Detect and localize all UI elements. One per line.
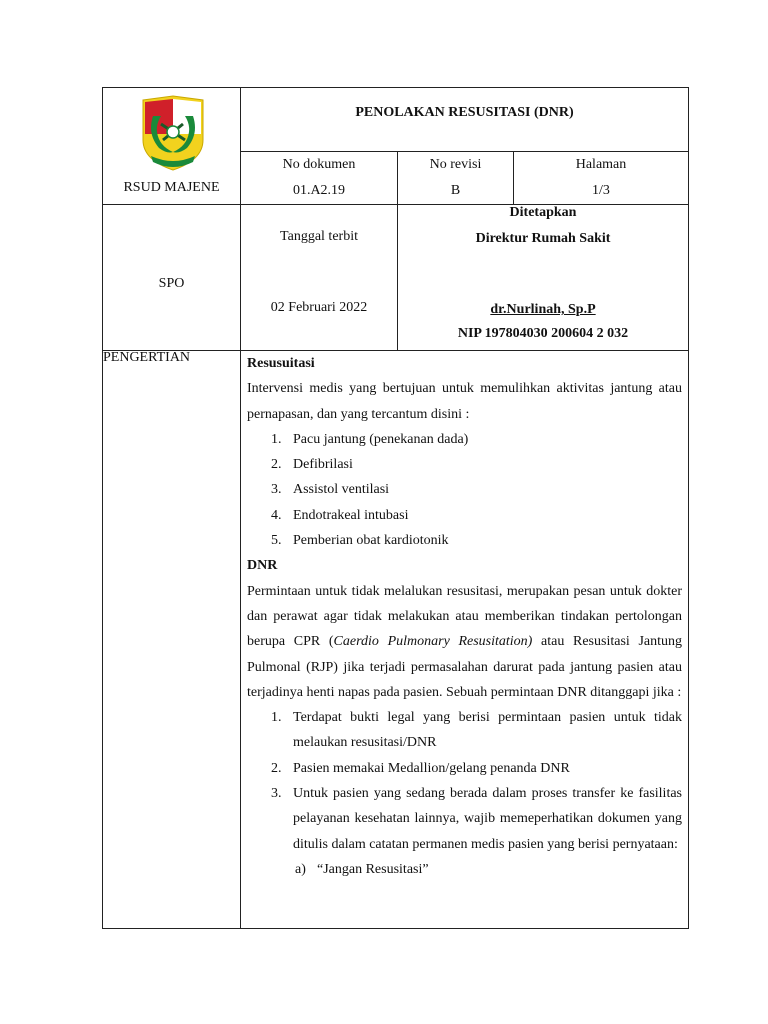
approval-role: Direktur Rumah Sakit bbox=[475, 231, 611, 246]
list-item: 2. Defibrilasi bbox=[271, 457, 353, 473]
approval-label: Ditetapkan bbox=[509, 205, 577, 220]
spo-table bbox=[102, 87, 689, 929]
revision-label: No revisi bbox=[429, 157, 482, 172]
dnr-list bbox=[247, 705, 682, 857]
list-item: 1. Pacu jantung (penekanan dada) bbox=[271, 431, 469, 447]
signer-name: dr.Nurlinah, Sp.P bbox=[490, 302, 596, 317]
list-item: 5. Pemberian obat kardiotonik bbox=[271, 533, 449, 549]
issue-date-label: Tanggal terbit bbox=[280, 229, 358, 244]
list-item: 3. Assistol ventilasi bbox=[271, 482, 390, 498]
page-label: Halaman bbox=[575, 157, 627, 172]
issue-date-value: 02 Februari 2022 bbox=[270, 300, 368, 315]
list-item: 4. Endotrakeal intubasi bbox=[271, 507, 409, 523]
pengertian-content-cell bbox=[241, 351, 689, 929]
paragraph-dnr: Permintaan untuk tidak melalukan resusitasi, merupakan pesan untuk dokter dan perawat agar tidak melakukan atau memberikan tindakan pertolongan berupa CPR (Caerdio Pulmonary Resusitation) atau Resusitasi Jantung Pulmonal (RJP) jika terjadi permasalahan darurat pada jantung pasien atau terjadinya henti napas pada pasien. Sebuah permintaan DNR ditanggapi jika : bbox=[247, 583, 683, 700]
approval-cell bbox=[398, 205, 689, 351]
list-item: 2. Pasien memakai Medallion/gelang penanda DNR bbox=[271, 760, 570, 776]
pengertian-label: PENGERTIAN bbox=[103, 351, 241, 929]
doc-number-value: 01.A2.19 bbox=[292, 183, 346, 198]
sub-list-item: a) “Jangan Resusitasi” bbox=[295, 861, 429, 877]
issue-date-cell bbox=[241, 205, 398, 351]
doc-number-label: No dokumen bbox=[282, 157, 356, 172]
list-item: 3. Untuk pasien yang sedang berada dalam proses transfer ke fasilitas pelayanan kesehatan lainnya, wajib memeperhatikan dokumen yang ditulis dalam catatan permanen medis pasien yang berisi pernyataan: bbox=[271, 786, 682, 852]
doc-number-cell bbox=[241, 152, 398, 205]
document-title-cell bbox=[241, 88, 689, 152]
heading-resusitasi: Resusuitasi bbox=[247, 356, 315, 371]
logo-cell bbox=[103, 88, 241, 205]
pengertian-content bbox=[241, 351, 688, 882]
resusitasi-list bbox=[247, 427, 682, 553]
hospital-logo-icon bbox=[133, 94, 213, 174]
revision-cell bbox=[398, 152, 514, 205]
list-item: 1. Terdapat bukti legal yang berisi permintaan pasien untuk tidak melaukan resusitasi/DNR bbox=[271, 710, 682, 751]
page-value: 1/3 bbox=[592, 183, 610, 198]
spo-cell bbox=[103, 205, 241, 351]
signer-nip: NIP 197804030 200604 2 032 bbox=[457, 326, 629, 341]
paragraph-resusitasi: Intervensi medis yang bertujuan untuk memulihkan aktivitas jantung atau pernapasan, dan yang tercantum disini : bbox=[247, 381, 682, 422]
page-cell bbox=[514, 152, 689, 205]
hospital-name: RSUD MAJENE bbox=[123, 180, 220, 195]
revision-value: B bbox=[450, 183, 461, 198]
document-title: PENOLAKAN RESUSITASI (DNR) bbox=[355, 105, 574, 120]
heading-dnr: DNR bbox=[247, 558, 278, 574]
spo-label: SPO bbox=[158, 276, 185, 291]
